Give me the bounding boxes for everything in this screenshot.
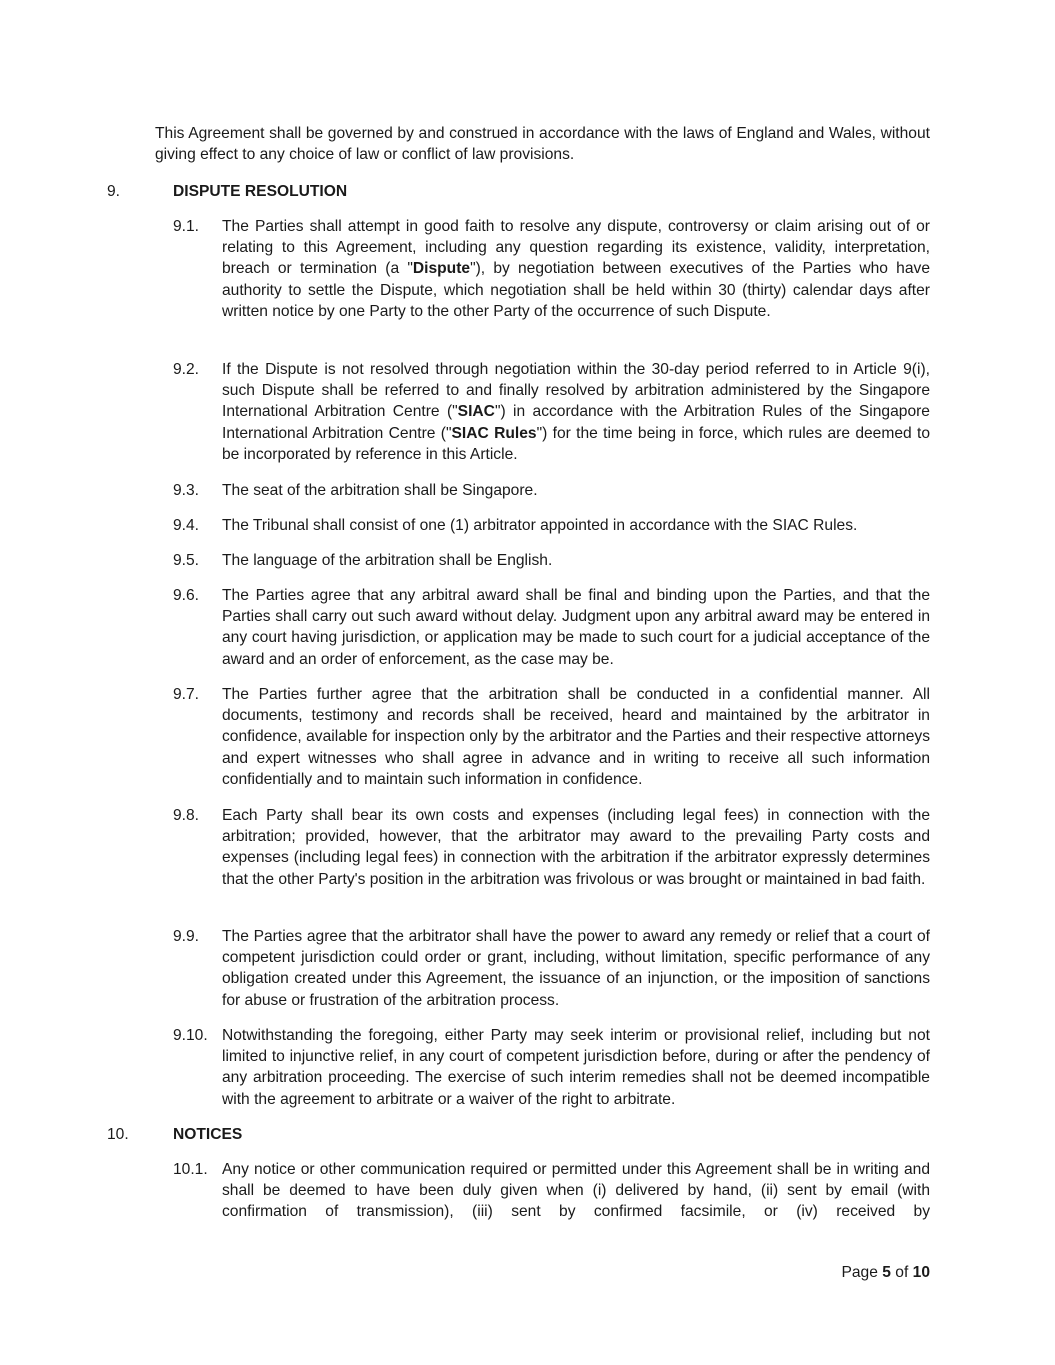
clause-text bbox=[222, 480, 930, 501]
defined-term: Dispute bbox=[412, 260, 471, 278]
clause-text-segment: ") in accordance with the Arbitration Rules of the Singapore International Arbitration Centre (" bbox=[222, 403, 930, 442]
clause-text-segment: The Parties further agree that the arbitration shall be conducted in a confidential manner. All documents, testimony and records shall be received, heard and maintained by the arbitrator in confidence, available for inspection only by the arbitrator and the Parties and their respective attorneys and expert witnesses who shall agree in advance and in writing to receive all such information confidentially and to maintain such information in confidence. bbox=[222, 686, 930, 788]
clause-text bbox=[222, 1159, 930, 1223]
clause-text-segment: The language of the arbitration shall be English. bbox=[222, 552, 553, 569]
clause-text-segment: The Tribunal shall consist of one (1) arbitrator appointed in accordance with the SIAC Rules. bbox=[222, 517, 858, 534]
clause-text-segment: If the Dispute is not resolved through negotiation within the 30-day period referred to in Article 9(i), such Dispute shall be referred to and finally resolved by arbitration administered by the Singapore International Arbitration Centre (" bbox=[222, 361, 930, 421]
section-heading-dispute-resolution bbox=[107, 181, 347, 202]
clause-9-9 bbox=[173, 926, 930, 1011]
clause-number: 9.1. bbox=[173, 218, 200, 235]
clause-text-segment: "), by negotiation between executives of the Parties who have authority to settle the Dispute, which negotiation shall be held within 30 (thirty) calendar days after written notice by one Party to the other Party of the occurrence of such Dispute. bbox=[222, 260, 930, 320]
page-of: of bbox=[895, 1264, 909, 1281]
clause-text bbox=[222, 1025, 930, 1110]
clause-9-5 bbox=[173, 550, 930, 571]
current-page: 5 bbox=[882, 1264, 891, 1281]
defined-term: SIAC bbox=[457, 403, 495, 421]
clause-number: 9.5. bbox=[173, 552, 200, 569]
clause-number: 9.3. bbox=[173, 482, 200, 499]
clause-9-1 bbox=[173, 216, 930, 322]
clause-text bbox=[222, 359, 930, 465]
clause-text bbox=[222, 926, 930, 1011]
section-number: 10. bbox=[107, 1126, 129, 1143]
governing-law-paragraph: This Agreement shall be governed by and construed in accordance with the laws of England and Wales, without giving effect to any choice of law or conflict of law provisions. bbox=[155, 125, 930, 164]
clause-10-1 bbox=[173, 1159, 930, 1223]
clause-number: 9.7. bbox=[173, 686, 200, 703]
clause-text-segment: The Parties agree that any arbitral award shall be final and binding upon the Parties, and that the Parties shall carry out such award without delay. Judgment upon any arbitral award may be entered in any court having jurisdiction, or application may be made to such court for a judicial acceptance of the award and an order of enforcement, as the case may be. bbox=[222, 587, 930, 668]
clause-9-2 bbox=[173, 359, 930, 465]
page-label: Page bbox=[841, 1264, 878, 1281]
clause-number: 9.10. bbox=[173, 1027, 208, 1044]
clause-text-segment: The seat of the arbitration shall be Singapore. bbox=[222, 482, 538, 499]
clause-9-7 bbox=[173, 684, 930, 790]
section-number: 9. bbox=[107, 183, 121, 200]
clause-text-segment: The Parties shall attempt in good faith to resolve any dispute, controversy or claim arising out of or relating to this Agreement, including any question regarding its existence, validity, interpretation, breach or termination (a " bbox=[222, 218, 930, 278]
clause-number: 10.1. bbox=[173, 1161, 208, 1178]
clause-text bbox=[222, 585, 930, 670]
clause-text bbox=[222, 216, 930, 322]
clause-9-4 bbox=[173, 515, 930, 536]
clause-9-8 bbox=[173, 805, 930, 890]
clause-text-segment: Each Party shall bear its own costs and expenses (including legal fees) in connection with the arbitration; provided, however, that the arbitrator may award to the prevailing Party costs and expenses (including legal fees) in connection with the arbitration if the arbitrator expressly determines that the other Party's position in the arbitration was frivolous or was brought or maintained in bad faith. bbox=[222, 807, 930, 888]
total-pages: 10 bbox=[912, 1264, 930, 1281]
clause-9-10 bbox=[173, 1025, 930, 1110]
clause-text bbox=[222, 515, 930, 536]
clause-number: 9.8. bbox=[173, 807, 200, 824]
section-title: DISPUTE RESOLUTION bbox=[173, 183, 348, 200]
clause-text-segment: Notwithstanding the foregoing, either Party may seek interim or provisional relief, including but not limited to injunctive relief, in any court of competent jurisdiction before, during or after the pendency of any arbitration proceeding. The exercise of such interim remedies shall not be deemed incompatible with the agreement to arbitrate or a waiver of the right to arbitrate. bbox=[222, 1027, 930, 1108]
clause-text-segment: Any notice or other communication required or permitted under this Agreement shall be in writing and shall be deemed to have been duly given when (i) delivered by hand, (ii) sent by email (with confirmation of transmission), (iii) sent by confirmed facsimile, or (iv) received by bbox=[222, 1161, 930, 1221]
clause-number: 9.2. bbox=[173, 361, 200, 378]
clause-text-segment: The Parties agree that the arbitrator shall have the power to award any remedy or relief that a court of competent jurisdiction could order or grant, including, without limitation, specific performance of any obligation created under this Agreement, the issuance of an injunction, or the imposition of sanctions for abuse or frustration of the arbitration process. bbox=[222, 928, 930, 1009]
clause-text-segment: ") for the time being in force, which rules are deemed to be incorporated by reference in this Article. bbox=[222, 424, 930, 463]
clause-number: 9.6. bbox=[173, 587, 200, 604]
page-footer bbox=[841, 1262, 930, 1283]
clause-text bbox=[222, 805, 930, 890]
section-title: NOTICES bbox=[173, 1126, 243, 1143]
clause-text bbox=[222, 550, 930, 571]
clause-9-3 bbox=[173, 480, 930, 501]
clause-number: 9.9. bbox=[173, 928, 200, 945]
clause-number: 9.4. bbox=[173, 517, 200, 534]
clause-text bbox=[222, 684, 930, 790]
section-heading-notices bbox=[107, 1124, 242, 1145]
defined-term: SIAC Rules bbox=[451, 424, 537, 442]
clause-9-6 bbox=[173, 585, 930, 670]
